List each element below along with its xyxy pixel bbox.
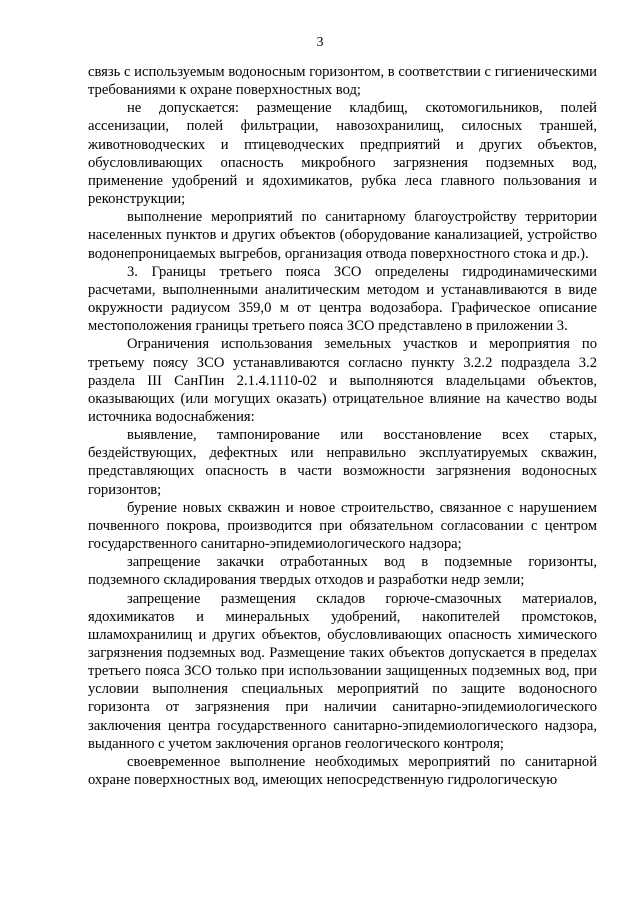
- paragraph: не допускается: размещение кладбищ, скотомогильников, полей ассенизации, полей фильтрации, навозохранилищ, силосных траншей, животноводческих и птицеводческих предприятий и других объектов, обусловливающих опасность микробного загрязнения подземных вод, применение удобрений и ядохимикатов, рубка леса главного пользования и реконструкции;: [88, 100, 597, 208]
- paragraph: бурение новых скважин и новое строительство, связанное с нарушением почвенного покрова, производится при обязательном согласовании с центром государственного санитарно-эпидемиологического надзора;: [88, 499, 597, 553]
- paragraph: связь с используемым водоносным горизонтом, в соответствии с гигиеническими требованиями к охране поверхностных вод;: [88, 64, 597, 99]
- paragraph: выполнение мероприятий по санитарному благоустройству территории населенных пунктов и других объектов (оборудование канализацией, устройство водонепроницаемых выгребов, организация отвода поверхностного стока и др.).: [88, 209, 597, 262]
- paragraph: Ограничения использования земельных участков и мероприятия по третьему поясу ЗСО устанавливаются согласно пункту 3.2.2 подраздела 3.2 раздела III СанПин 2.1.4.1110-02 и выполняются владельцами объектов, оказывающих (или могущих оказать) отрицательное влияние на качество воды источника водоснабжения:: [88, 336, 597, 425]
- paragraph: 3. Границы третьего пояса ЗСО определены гидродинамическими расчетами, выполненными аналитическим методом и устанавливаются в виде окружности радиусом 359,0 м от центра водозабора. Графическое описание местоположения границы третьего пояса ЗСО представлено в приложении 3.: [88, 263, 597, 335]
- paragraph: запрещение закачки отработанных вод в подземные горизонты, подземного складирования твердых отходов и разработки недр земли;: [88, 554, 597, 589]
- paragraph: своевременное выполнение необходимых мероприятий по санитарной охране поверхностных вод, имеющих непосредственную гидрологическую: [88, 753, 597, 789]
- document-body: [88, 63, 597, 789]
- paragraph: запрещение размещения складов горюче-смазочных материалов, ядохимикатов и минеральных удобрений, накопителей промстоков, шламохранилищ и других объектов, обусловливающих опасность химического загрязнения подземных вод. Размещение таких объектов допускается в пределах третьего пояса ЗСО только при использовании защищенных подземных вод, при условии выполнения специальных мероприятий по защите водоносного горизонта от загрязнения при наличии санитарно-эпидемиологического заключения центра государственного санитарно-эпидемиологического надзора, выданного с учетом заключения органов геологического контроля;: [88, 590, 597, 752]
- paragraph: выявление, тампонирование или восстановление всех старых, бездействующих, дефектных или неправильно эксплуатируемых скважин, представляющих опасность в части возможности загрязнения водоносных горизонтов;: [88, 427, 597, 498]
- page-number: 3: [316, 35, 324, 50]
